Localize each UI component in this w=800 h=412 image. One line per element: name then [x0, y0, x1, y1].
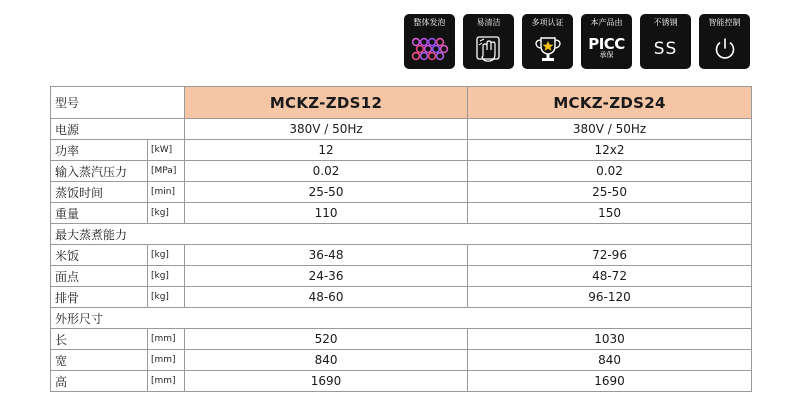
spec-value: 380V / 50Hz: [185, 119, 468, 140]
section-title: 外形尺寸: [51, 308, 752, 329]
spec-label: 长: [51, 329, 148, 350]
spec-row: [51, 245, 752, 266]
spec-row: [51, 371, 752, 392]
spec-unit: [kg]: [148, 245, 185, 266]
spec-unit: [mm]: [148, 371, 185, 392]
spec-value: 96-120: [468, 287, 752, 308]
spec-row: [51, 140, 752, 161]
spec-value: 12: [185, 140, 468, 161]
spec-unit: [kg]: [148, 266, 185, 287]
spec-unit: [min]: [148, 182, 185, 203]
spec-row: [51, 119, 752, 140]
model-name: MCKZ-ZDS24: [468, 87, 752, 119]
model-name: MCKZ-ZDS12: [185, 87, 468, 119]
spec-value: 12x2: [468, 140, 752, 161]
spec-unit: [kW]: [148, 140, 185, 161]
spec-row: [51, 182, 752, 203]
spec-value: 380V / 50Hz: [468, 119, 752, 140]
feature-badges: [404, 14, 750, 69]
spec-value: 24-36: [185, 266, 468, 287]
badge-label: 易清洁: [476, 18, 501, 27]
spec-label: 米饭: [51, 245, 148, 266]
picc-logo: PICC 承保: [588, 35, 625, 59]
spec-value: 72-96: [468, 245, 752, 266]
spec-row: [51, 266, 752, 287]
badge-label: 整体发泡: [413, 18, 446, 27]
badge-label: 智能控制: [708, 18, 741, 27]
spec-row: [51, 350, 752, 371]
badge-foam: [404, 14, 455, 69]
spec-value: 0.02: [185, 161, 468, 182]
spec-label: 高: [51, 371, 148, 392]
spec-value: 110: [185, 203, 468, 224]
stainless-ss-text: SS: [653, 38, 678, 59]
spec-unit: [mm]: [148, 329, 185, 350]
badge-easy-clean: [463, 14, 514, 69]
badge-label: 多项认证: [531, 18, 564, 27]
spec-value: 1030: [468, 329, 752, 350]
spec-row: [51, 161, 752, 182]
spec-row: [51, 329, 752, 350]
spec-row: [51, 203, 752, 224]
power-button-icon: [710, 34, 740, 64]
spec-value: 840: [468, 350, 752, 371]
spec-value: 48-72: [468, 266, 752, 287]
spec-label: 宽: [51, 350, 148, 371]
spec-value: 150: [468, 203, 752, 224]
section-row: [51, 308, 752, 329]
spec-table: [50, 86, 752, 392]
spec-value: 1690: [468, 371, 752, 392]
spec-value: 48-60: [185, 287, 468, 308]
spec-label: 面点: [51, 266, 148, 287]
badge-picc: [581, 14, 632, 69]
spec-value: 0.02: [468, 161, 752, 182]
spec-unit: [kg]: [148, 203, 185, 224]
spec-header-row: [51, 87, 752, 119]
section-title: 最大蒸煮能力: [51, 224, 752, 245]
badge-label: 不锈钢: [653, 18, 678, 27]
trophy-star-icon: [532, 34, 564, 64]
spec-value: 25-50: [468, 182, 752, 203]
spec-value: 36-48: [185, 245, 468, 266]
spec-label: 蒸饭时间: [51, 182, 148, 203]
section-row: [51, 224, 752, 245]
spec-label: 重量: [51, 203, 148, 224]
badge-label: 本产品由: [590, 18, 623, 27]
spec-unit: [MPa]: [148, 161, 185, 182]
badge-stainless: [640, 14, 691, 69]
spec-value: 840: [185, 350, 468, 371]
badge-smart-control: [699, 14, 750, 69]
spec-label: 排骨: [51, 287, 148, 308]
spec-label: 电源: [51, 119, 185, 140]
spec-value: 520: [185, 329, 468, 350]
spec-value: 25-50: [185, 182, 468, 203]
spec-label: 输入蒸汽压力: [51, 161, 148, 182]
spec-value: 1690: [185, 371, 468, 392]
model-header-label: 型号: [51, 87, 185, 119]
spec-row: [51, 287, 752, 308]
spec-unit: [mm]: [148, 350, 185, 371]
spec-unit: [kg]: [148, 287, 185, 308]
spec-label: 功率: [51, 140, 148, 161]
foam-bubbles-icon: [410, 35, 450, 63]
badge-certification: [522, 14, 573, 69]
hand-wipe-icon: [472, 34, 506, 64]
picc-sub-label: 承保: [599, 51, 614, 59]
